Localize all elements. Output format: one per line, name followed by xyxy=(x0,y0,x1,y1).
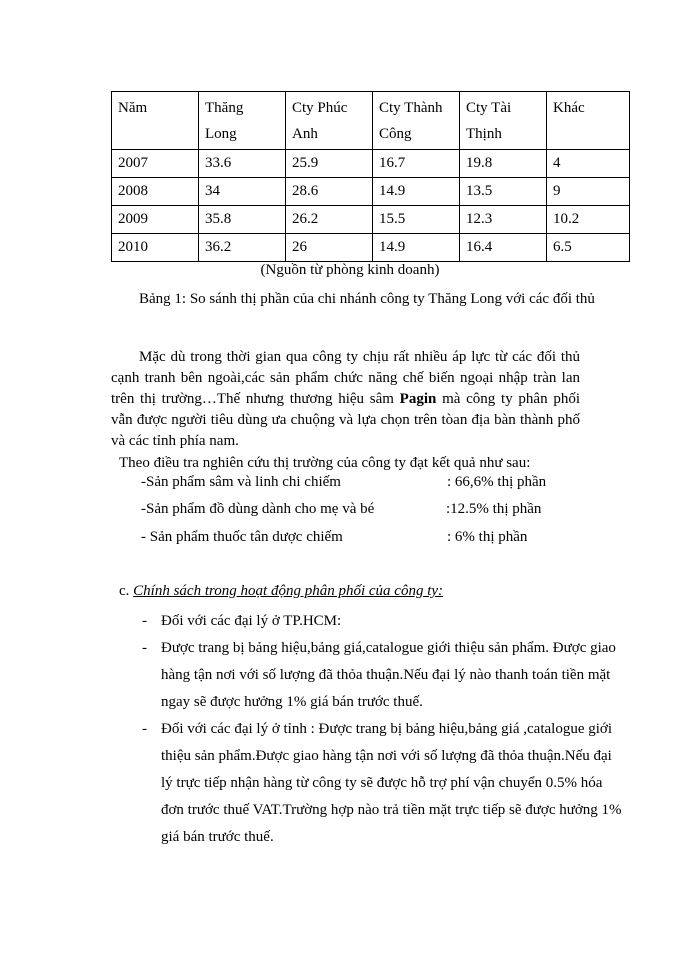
table-caption: Bảng 1: So sánh thị phần của chi nhánh công ty Thăng Long với các đối thủ xyxy=(139,291,595,307)
list-item: - Đối với các đại lý ở TP.HCM: xyxy=(142,613,342,629)
header-cell-thanh-cong: Cty Thành Công xyxy=(373,92,460,150)
survey-item-share: :12.5% thị phần xyxy=(446,501,542,517)
survey-item-label: -Sản phẩm đồ dùng dành cho mẹ và bé xyxy=(141,501,375,517)
table-cell: 15.5 xyxy=(373,206,460,234)
table-cell: 2010 xyxy=(112,234,199,262)
survey-title: Theo điều tra nghiên cứu thị trường của công ty đạt kết quả như sau: xyxy=(119,455,531,471)
table-cell: 13.5 xyxy=(460,178,547,206)
table-row xyxy=(112,234,630,262)
survey-item-label: -Sản phẩm sâm và linh chi chiếm xyxy=(141,474,341,490)
source-note: (Nguồn từ phòng kinh doanh) xyxy=(260,262,440,278)
header-cell-year: Năm xyxy=(112,92,199,150)
table-cell: 2008 xyxy=(112,178,199,206)
table-row xyxy=(112,150,630,178)
table-cell: 10.2 xyxy=(547,206,630,234)
table-cell: 14.9 xyxy=(373,234,460,262)
table-cell: 26 xyxy=(286,234,373,262)
table-cell: 35.8 xyxy=(199,206,286,234)
table-cell: 2007 xyxy=(112,150,199,178)
table-cell: 36.2 xyxy=(199,234,286,262)
survey-item-share: : 6% thị phần xyxy=(447,529,528,545)
section-heading: c. Chính sách trong hoạt động phân phối của công ty: xyxy=(119,583,444,599)
table-cell: 4 xyxy=(547,150,630,178)
table-cell: 28.6 xyxy=(286,178,373,206)
table-cell: 6.5 xyxy=(547,234,630,262)
table-cell: 26.2 xyxy=(286,206,373,234)
table-cell: 19.8 xyxy=(460,150,547,178)
bullet-list xyxy=(142,608,622,851)
table-cell: 14.9 xyxy=(373,178,460,206)
table-cell: 16.4 xyxy=(460,234,547,262)
table-header-row xyxy=(112,92,630,150)
header-cell-other: Khác xyxy=(547,92,630,150)
table-cell: 25.9 xyxy=(286,150,373,178)
brand-name: Pagin xyxy=(399,391,437,407)
table-cell: 9 xyxy=(547,178,630,206)
header-cell-tai-thinh: Cty Tài Thịnh xyxy=(460,92,547,150)
survey-item-share: : 66,6% thị phần xyxy=(447,474,547,490)
market-share-table xyxy=(111,91,630,262)
table-cell: 12.3 xyxy=(460,206,547,234)
table-cell: 16.7 xyxy=(373,150,460,178)
table-row xyxy=(112,206,630,234)
table-cell: 33.6 xyxy=(199,150,286,178)
table-cell: 2009 xyxy=(112,206,199,234)
list-item: - Được trang bị bảng hiệu,bảng giá,catalogue giới thiệu sản phẩm. Được giao hàng tận nơi với số lượng đã thỏa thuận.Nếu đại lý nào thanh toán tiền mặt ngay sẽ được hưởng 1% giá bán trước thuế. xyxy=(142,640,616,710)
list-item: - Đối với các đại lý ở tỉnh : Được trang bị bảng hiệu,bảng giá ,catalogue giới thiệu sản phẩm.Được giao hàng tận nơi với số lượng đã thỏa thuận.Nếu đại lý trực tiếp nhận hàng từ công ty sẽ được hỗ trợ phí vận chuyển 0.5% hóa đơn trước thuế VAT.Trường hợp nào trả tiền mặt trực tiếp sẽ được hưởng 1% giá bán trước thuế. xyxy=(142,721,622,845)
header-cell-phuc-anh: Cty Phúc Anh xyxy=(286,92,373,150)
header-cell-thang-long: Thăng Long xyxy=(199,92,286,150)
survey-item-label: - Sản phẩm thuốc tân dược chiếm xyxy=(141,529,343,545)
table-cell: 34 xyxy=(199,178,286,206)
body-paragraph: Mặc dù trong thời gian qua công ty chịu rất nhiều áp lực từ các đối thủ cạnh tranh bên ngoài,các sản phẩm chức năng chế biến ngoại nhập tràn lan trên thị trường…Thế nhưng thương hiệu sâm Pagin mà công ty phân phối vẫn được người tiêu dùng ưa chuộng và lựa chọn trên tòan địa bàn thành phố và các tỉnh phía nam. xyxy=(111,349,580,449)
table-row xyxy=(112,178,630,206)
